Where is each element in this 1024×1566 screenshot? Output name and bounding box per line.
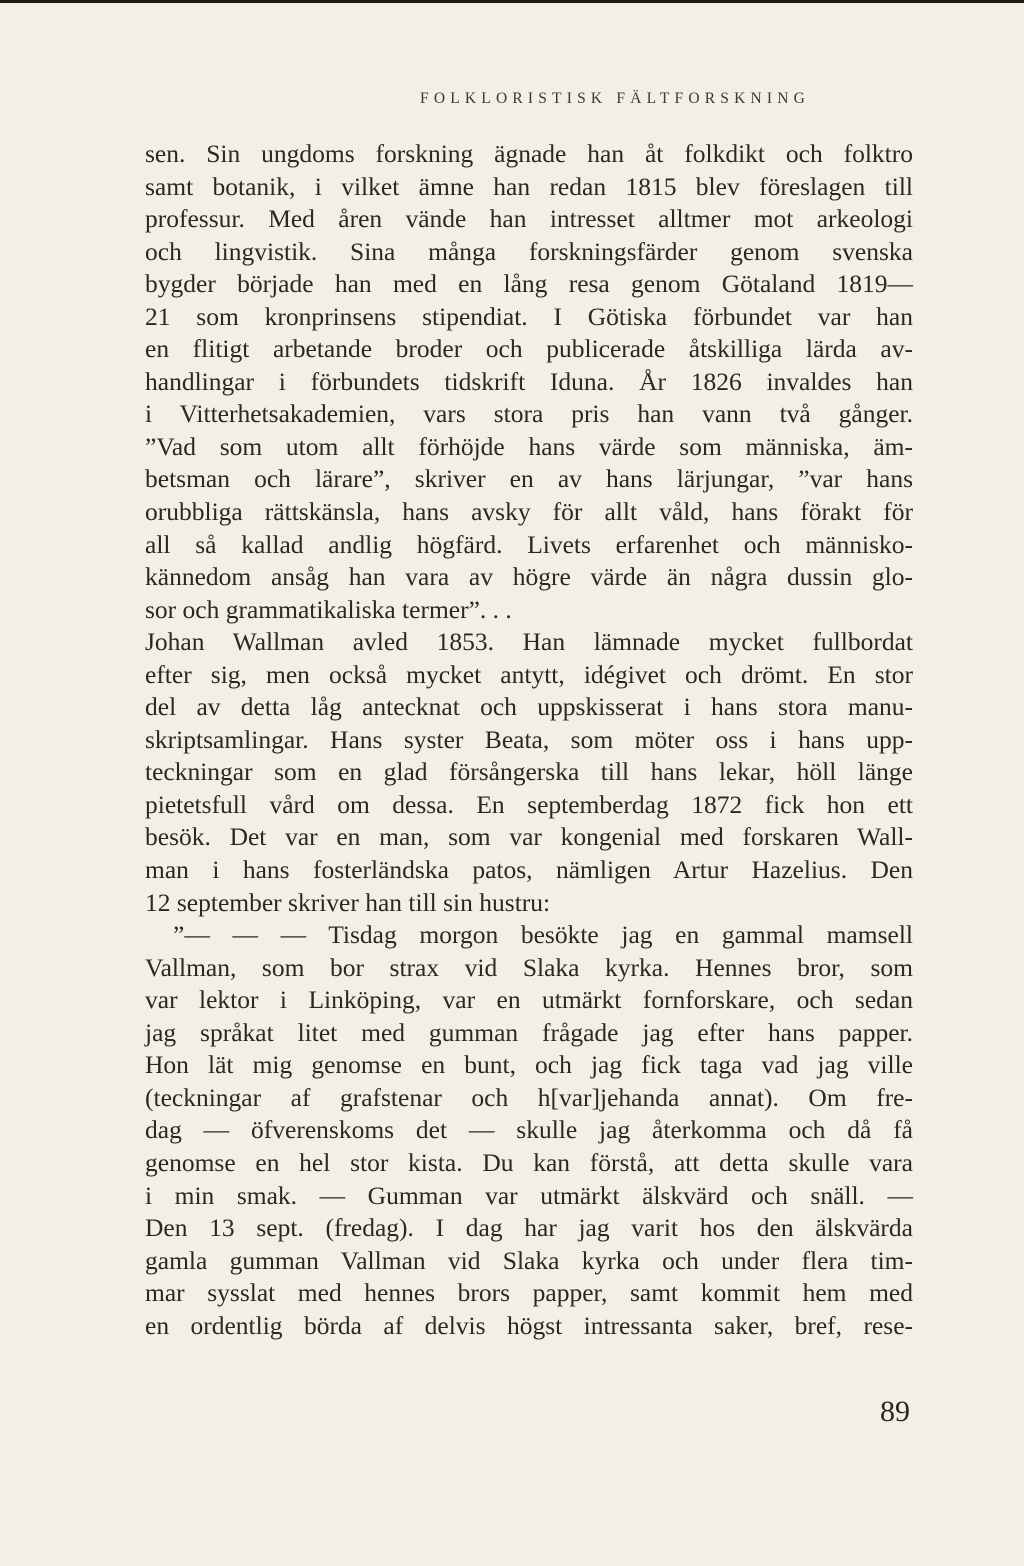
- text-line: var lektor i Linköping, var en utmärkt fornforskare, och sedan: [145, 985, 913, 1015]
- text-line: ”Vad som utom allt förhöjde hans värde som människa, äm-: [145, 431, 913, 461]
- text-line: orubbliga rättskänsla, hans avsky för allt våld, hans förakt för: [145, 497, 913, 527]
- text-line: besök. Det var en man, som var kongenial med forskaren Wall-: [145, 822, 913, 852]
- text-line: jag språkat litet med gumman frågade jag efter hans papper.: [145, 1017, 913, 1047]
- text-line: efter sig, men också mycket antytt, idégivet och drömt. En stor: [145, 659, 913, 689]
- text-line: kännedom ansåg han vara av högre värde än några dussin glo-: [145, 562, 913, 592]
- text-line: Hon lät mig genomse en bunt, och jag fick taga vad jag ville: [145, 1050, 913, 1080]
- text-line: i min smak. — Gumman var utmärkt älskvärd och snäll. —: [145, 1180, 913, 1210]
- text-line: bygder började han med en lång resa genom Götaland 1819—: [145, 269, 913, 299]
- text-line: sor och grammatikaliska termer”. . .: [145, 594, 512, 624]
- text-line: Den 13 sept. (fredag). I dag har jag varit hos den älskvärda: [145, 1213, 913, 1243]
- text-line: sen. Sin ungdoms forskning ägnade han åt folkdikt och folktro: [145, 139, 913, 168]
- text-line: handlingar i förbundets tidskrift Iduna. År 1826 invaldes han: [145, 366, 913, 396]
- text-line: all så kallad andlig högfärd. Livets erfarenhet och människo-: [145, 529, 913, 559]
- text-line: dag — öfverenskoms det — skulle jag återkomma och då få: [145, 1115, 913, 1145]
- text-line: 12 september skriver han till sin hustru:: [145, 887, 551, 917]
- text-line: i Vitterhetsakademien, vars stora pris han vann två gånger.: [145, 399, 913, 429]
- text-line: genomse en hel stor kista. Du kan förstå, att detta skulle vara: [145, 1147, 913, 1177]
- text-line: samt botanik, i vilket ämne han redan 1815 blev föreslagen till: [145, 171, 913, 201]
- text-line: betsman och lärare”, skriver en av hans lärjungar, ”var hans: [145, 464, 913, 494]
- text-line: man i hans fosterländska patos, nämligen Artur Hazelius. Den: [145, 855, 913, 885]
- text-line: en flitigt arbetande broder och publicerade åtskilliga lärda av-: [145, 334, 913, 364]
- text-line: pietetsfull vård om dessa. En septemberdag 1872 fick hon ett: [145, 789, 913, 819]
- running-head: FOLKLORISTISK FÄLTFORSKNING: [420, 90, 811, 107]
- text-line: gamla gumman Vallman vid Slaka kyrka och under flera tim-: [145, 1245, 913, 1275]
- top-border-rule: [0, 0, 1024, 3]
- body-text: [145, 138, 913, 1342]
- page-number: 89: [880, 1395, 910, 1428]
- text-line: en ordentlig börda af delvis högst intressanta saker, bref, rese-: [145, 1310, 913, 1340]
- text-line: skriptsamlingar. Hans syster Beata, som möter oss i hans upp-: [145, 724, 913, 754]
- text-line: ”— — — Tisdag morgon besökte jag en gammal mamsell: [173, 920, 913, 950]
- text-line: professur. Med åren vände han intresset alltmer mot arkeologi: [145, 204, 913, 234]
- text-line: och lingvistik. Sina många forskningsfärder genom svenska: [145, 236, 913, 266]
- text-line: Vallman, som bor strax vid Slaka kyrka. Hennes bror, som: [145, 952, 913, 982]
- text-line: mar sysslat med hennes brors papper, samt kommit hem med: [145, 1278, 913, 1308]
- text-line: 21 som kronprinsens stipendiat. I Götiska förbundet var han: [145, 301, 913, 331]
- text-line: Johan Wallman avled 1853. Han lämnade mycket fullbordat: [145, 627, 913, 657]
- text-line: del av detta låg antecknat och uppskisserat i hans stora manu-: [145, 692, 913, 722]
- text-line: teckningar som en glad försångerska till hans lekar, höll länge: [145, 757, 913, 787]
- text-line: (teckningar af grafstenar och h[var]jehanda annat). Om fre-: [145, 1082, 913, 1112]
